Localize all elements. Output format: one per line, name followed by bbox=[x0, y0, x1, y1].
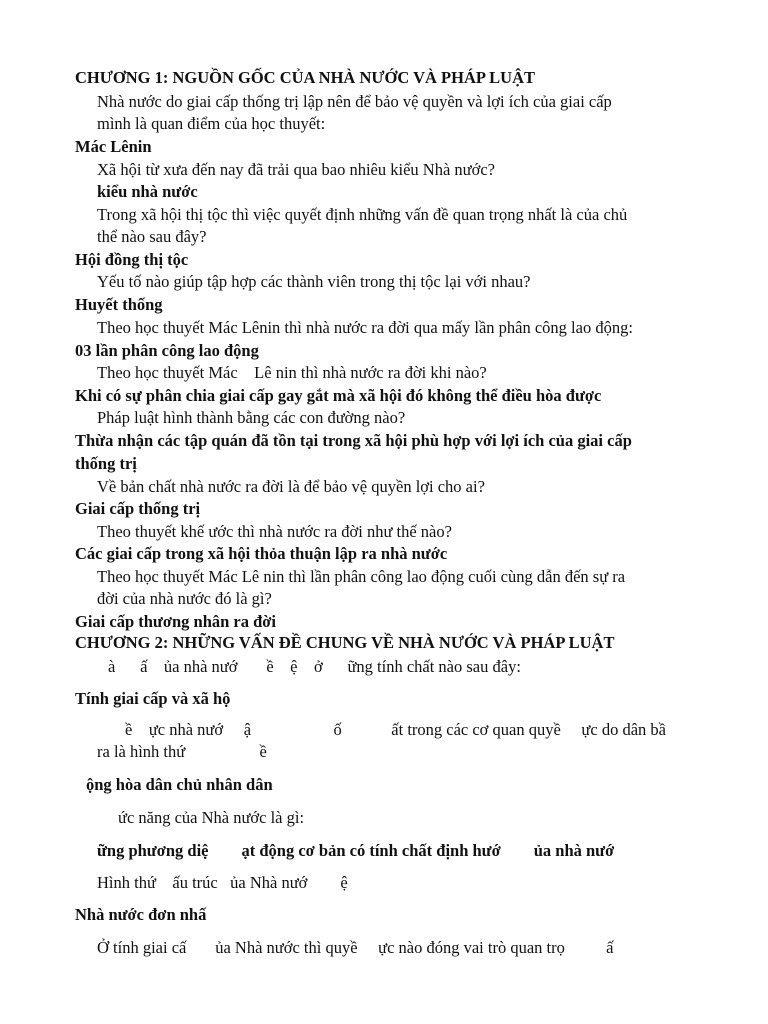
question-text: Theo học thuyết Mác Lênin thì nhà nước ra đời qua mấy lần phân công lao động: bbox=[97, 318, 633, 337]
question-text: Trong xã hội thị tộc thì việc quyết định những vấn đề quan trọng nhất là của chủ bbox=[97, 205, 628, 224]
question-text: à ấ ủa nhà nướ ề ệ ở ững tính chất nào sau đây: bbox=[108, 657, 521, 676]
question-text: thể nào sau đây? bbox=[97, 227, 207, 246]
answer-text: ững phương diệ ạt động cơ bản có tính chất định hướ ủa nhà nướ bbox=[97, 841, 615, 860]
answer-text: Hội đồng thị tộc bbox=[75, 250, 189, 269]
answer-text: Nhà nước đơn nhấ bbox=[75, 905, 207, 924]
question-text: ề ực nhà nướ ậ ố ất trong các cơ quan quyề ực do dân bầ bbox=[125, 720, 666, 739]
answer-text: Tính giai cấp và xã hộ bbox=[75, 689, 231, 708]
question-text: Yếu tố nào giúp tập hợp các thành viên trong thị tộc lại với nhau? bbox=[97, 272, 531, 291]
answer-text: kiểu nhà nước bbox=[97, 182, 198, 201]
chapter-2-title: CHƯƠNG 2: NHỮNG VẤN ĐỀ CHUNG VỀ NHÀ NƯỚC VÀ PHÁP LUẬT bbox=[75, 633, 615, 652]
question-text: Hình thứ ấu trúc ủa Nhà nướ ệ bbox=[97, 873, 348, 892]
question-text: Nhà nước do giai cấp thống trị lập nên để bảo vệ quyền và lợi ích của giai cấp bbox=[97, 92, 612, 111]
answer-text: Huyết thống bbox=[75, 295, 163, 314]
answer-text: Các giai cấp trong xã hội thỏa thuận lập ra nhà nước bbox=[75, 544, 448, 563]
question-text: ức năng của Nhà nước là gì: bbox=[118, 808, 305, 827]
answer-text: Thừa nhận các tập quán đã tồn tại trong xã hội phù hợp với lợi ích của giai cấp bbox=[75, 431, 632, 450]
question-text: đời của nhà nước đó là gì? bbox=[97, 589, 272, 608]
question-text: mình là quan điểm của học thuyết: bbox=[97, 114, 326, 133]
question-text: Ở tính giai cấ ủa Nhà nước thì quyề ực nào đóng vai trò quan trọ ấ bbox=[97, 938, 614, 957]
question-text: Về bản chất nhà nước ra đời là để bảo vệ quyền lợi cho ai? bbox=[97, 477, 485, 496]
question-text: Xã hội từ xưa đến nay đã trải qua bao nhiêu kiểu Nhà nước? bbox=[97, 160, 495, 179]
question-text: Theo thuyết khế ước thì nhà nước ra đời như thế nào? bbox=[97, 522, 452, 541]
chapter-1-title: CHƯƠNG 1: NGUỒN GỐC CỦA NHÀ NƯỚC VÀ PHÁP LUẬT bbox=[75, 68, 536, 87]
answer-text: Giai cấp thương nhân ra đời bbox=[75, 612, 277, 631]
question-text: ra là hình thứ ề bbox=[97, 742, 267, 761]
answer-text: thống trị bbox=[75, 454, 137, 473]
answer-text: Khi có sự phân chia giai cấp gay gắt mà xã hội đó không thể điều hòa được bbox=[75, 386, 602, 405]
answer-text: Mác Lênin bbox=[75, 137, 152, 156]
question-text: Pháp luật hình thành bằng các con đường nào? bbox=[97, 408, 406, 427]
answer-text: 03 lần phân công lao động bbox=[75, 341, 259, 360]
answer-text: Giai cấp thống trị bbox=[75, 499, 201, 518]
question-text: Theo học thuyết Mác Lê nin thì nhà nước ra đời khi nào? bbox=[97, 363, 487, 382]
answer-text: ộng hòa dân chủ nhân dân bbox=[86, 775, 273, 794]
question-text: Theo học thuyết Mác Lê nin thì lần phân công lao động cuối cùng dẫn đến sự ra bbox=[97, 567, 626, 586]
